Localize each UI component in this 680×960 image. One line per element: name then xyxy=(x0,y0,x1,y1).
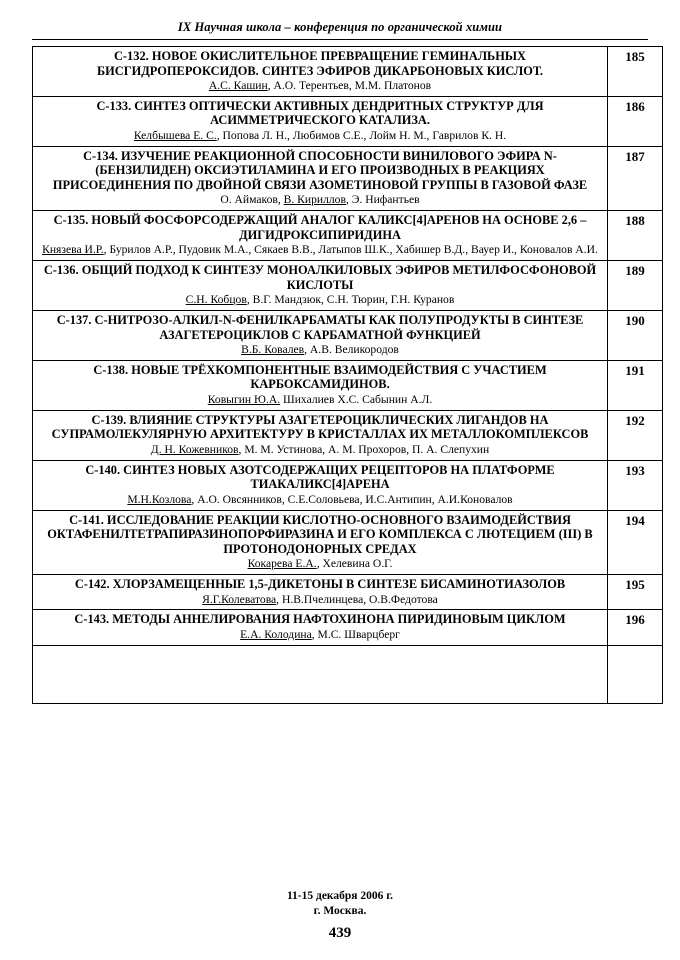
entry-cell xyxy=(33,460,608,510)
entry-title: C-133. СИНТЕЗ ОПТИЧЕСКИ АКТИВНЫХ ДЕНДРИТНЫХ СТРУКТУР ДЛЯ АСИММЕТРИЧЕСКОГО КАТАЛИЗА. xyxy=(96,98,544,128)
entry-author-primary: А.С. Кашин xyxy=(208,79,268,92)
entry-author-primary: Д. Н. Кожевников xyxy=(150,442,239,456)
table-row xyxy=(33,47,663,97)
footer-date: 11-15 декабря 2006 г. xyxy=(286,890,394,903)
table-row-empty xyxy=(33,645,663,703)
contents-table-body xyxy=(33,47,663,704)
entry-cell xyxy=(33,146,608,210)
table-row xyxy=(33,360,663,410)
entry-authors xyxy=(37,557,603,571)
table-row xyxy=(33,575,663,610)
entry-authors xyxy=(37,593,603,607)
entry-authors-rest: , Попова Л. Н., Любимов С.Е., Лойм Н. М., Гаврилов К. Н. xyxy=(216,128,507,142)
entry-author-primary: М.Н.Козлова xyxy=(127,492,192,506)
entry-page-number: 185 xyxy=(608,47,663,97)
entry-author-primary: Е.А. Колодина xyxy=(240,627,312,641)
entry-authors xyxy=(37,493,603,507)
entry-page-number: 189 xyxy=(608,261,663,311)
entry-authors-rest: , А.О. Овсянников, С.Е.Соловьева, И.С.Антипин, А.И.Коновалов xyxy=(191,492,513,506)
entry-authors xyxy=(37,443,603,457)
entry-authors xyxy=(37,243,603,257)
entry-author-primary: С.Н. Кобцов xyxy=(185,293,247,307)
table-row xyxy=(33,460,663,510)
entry-cell xyxy=(33,575,608,610)
table-row xyxy=(33,146,663,210)
entry-cell xyxy=(33,211,608,261)
entry-title: C-132. НОВОЕ ОКИСЛИТЕЛЬНОЕ ПРЕВРАЩЕНИЕ ГЕМИНАЛЬНЫХ БИСГИДРОПЕРОКСИДОВ. СИНТЕЗ ЭФИРОВ ДИКАРБОНОВЫХ КИСЛОТ. xyxy=(96,49,544,78)
entry-author-primary: Кокарева Е.А. xyxy=(247,557,317,571)
entry-page-number: 192 xyxy=(608,410,663,460)
entry-cell-empty xyxy=(33,645,608,703)
footer-city: г. Москва. xyxy=(313,904,367,917)
entry-authors-rest: , А.В. Великородов xyxy=(304,343,399,357)
entry-cell xyxy=(33,610,608,645)
table-row xyxy=(33,261,663,311)
entry-title: C-134. ИЗУЧЕНИЕ РЕАКЦИОННОЙ СПОСОБНОСТИ ВИНИЛОВОГО ЭФИРА N-(БЕНЗИЛИДЕН) ОКСИЭТИЛАМИНА И ЕГО ПРОИЗВОДНЫХ В РЕАКЦИЯХ ПРИСОЕДИНЕНИЯ ПО ДВОЙНОЙ СВЯЗИ АЗОМЕТИНОВОЙ ГРУППЫ В ГАЗОВОЙ ФАЗЕ xyxy=(52,148,588,192)
entry-page-number: 186 xyxy=(608,96,663,146)
entry-cell xyxy=(33,360,608,410)
entry-cell xyxy=(33,261,608,311)
entry-authors xyxy=(37,343,603,357)
entry-author-primary: В.Б. Ковалев xyxy=(241,343,305,357)
entry-authors-rest: , Бурилов А.Р., Пудовик М.А., Сякаев В.В., Латыпов Ш.К., Хабишер В.Д., Вауер И., Коновалов А.И. xyxy=(103,243,598,257)
table-row xyxy=(33,610,663,645)
entry-page-number: 191 xyxy=(608,360,663,410)
entry-authors-pre: О. Аймаков, xyxy=(220,193,284,207)
entry-cell xyxy=(33,510,608,574)
entry-title: C-142. ХЛОРЗАМЕЩЕННЫЕ 1,5-ДИКЕТОНЫ В СИНТЕЗЕ БИСАМИНОТИАЗОЛОВ xyxy=(74,577,566,592)
entry-page-number: 187 xyxy=(608,146,663,210)
table-row xyxy=(33,410,663,460)
entry-title: C-135. НОВЫЙ ФОСФОРСОДЕРЖАЩИЙ АНАЛОГ КАЛИКС[4]АРЕНОВ НА ОСНОВЕ 2,6 – ДИГИДРОКСИПИРИДИНА xyxy=(53,213,587,242)
entry-authors-rest: , А.О. Терентьев, М.М. Платонов xyxy=(267,79,432,92)
entry-author-primary: Келбышева Е. С. xyxy=(133,128,217,142)
entry-authors-rest: , Хелевина О.Г. xyxy=(316,557,393,571)
entry-cell xyxy=(33,311,608,361)
entry-authors xyxy=(37,293,603,307)
entry-authors xyxy=(37,628,603,642)
entry-authors xyxy=(37,193,603,207)
entry-authors-rest: , Э. Нифантьев xyxy=(345,193,420,207)
entry-page-number: 194 xyxy=(608,510,663,574)
entry-authors-rest: , М. М. Устинова, А. М. Прохоров, П. А. Слепухин xyxy=(238,442,490,456)
entry-authors xyxy=(37,393,603,407)
header-divider xyxy=(32,39,648,40)
entry-page-number: 195 xyxy=(608,575,663,610)
entry-author-primary: Я.Г.Колеватова xyxy=(202,592,277,606)
footer-page-number: 439 xyxy=(328,925,352,941)
entry-title: C-136. ОБЩИЙ ПОДХОД К СИНТЕЗУ МОНОАЛКИЛОВЫХ ЭФИРОВ МЕТИЛФОСФОНОВОЙ КИСЛОТЫ xyxy=(43,263,597,292)
entry-title: C-141. ИССЛЕДОВАНИЕ РЕАКЦИИ КИСЛОТНО-ОСНОВНОГО ВЗАИМОДЕЙСТВИЯ ОКТАФЕНИЛТЕТРАПИРАЗИНОПОРФИРАЗИНА И ЕГО КОМПЛЕКСА С ЛЮТЕЦИЕМ (III) В ПРОТОНОДОНОРНЫХ СРЕДАХ xyxy=(47,512,593,556)
table-row xyxy=(33,211,663,261)
entry-title: C-143. МЕТОДЫ АННЕЛИРОВАНИЯ НАФТОХИНОНА ПИРИДИНОВЫМ ЦИКЛОМ xyxy=(74,612,566,627)
entry-author-primary: Ковыгин Ю.А. xyxy=(207,392,281,406)
entry-author-primary: В. Кириллов xyxy=(283,193,346,207)
table-row xyxy=(33,311,663,361)
entry-title: C-138. НОВЫЕ ТРЁХКОМПОНЕНТНЫЕ ВЗАИМОДЕЙСТВИЯ С УЧАСТИЕМ КАРБОКСАМИДИНОВ. xyxy=(93,362,547,392)
entry-authors xyxy=(37,79,603,93)
entry-page-number: 188 xyxy=(608,211,663,261)
table-row xyxy=(33,96,663,146)
entry-author-primary: Князева И.Р. xyxy=(42,243,104,257)
entry-page-number-empty xyxy=(608,645,663,703)
entry-cell xyxy=(33,96,608,146)
entry-title: C-140. СИНТЕЗ НОВЫХ АЗОТСОДЕРЖАЩИХ РЕЦЕПТОРОВ НА ПЛАТФОРМЕ ТИАКАЛИКС[4]АРЕНА xyxy=(85,462,555,492)
entry-title: C-137. C-НИТРОЗО-АЛКИЛ-N-ФЕНИЛКАРБАМАТЫ КАК ПОЛУПРОДУКТЫ В СИНТЕЗЕ АЗАГЕТЕРОЦИКЛОВ С КАРБАМАТНОЙ ФУНКЦИЕЙ xyxy=(56,313,584,342)
entry-authors-rest: , М.С. Шварцберг xyxy=(311,627,400,641)
entry-authors-rest: Шихалиев Х.С. Сабынин А.Л. xyxy=(280,392,433,406)
entry-page-number: 193 xyxy=(608,460,663,510)
entry-authors xyxy=(37,129,603,143)
table-row xyxy=(33,510,663,574)
entry-page-number: 190 xyxy=(608,311,663,361)
page-footer xyxy=(0,889,680,942)
entry-page-number: 196 xyxy=(608,610,663,645)
entry-cell xyxy=(33,47,608,97)
entry-authors-rest: , Н.В.Пчелинцева, О.В.Федотова xyxy=(276,592,438,606)
entry-title: C-139. ВЛИЯНИЕ СТРУКТУРЫ АЗАГЕТЕРОЦИКЛИЧЕСКИХ ЛИГАНДОВ НА СУПРАМОЛЕКУЛЯРНУЮ АРХИТЕКТУРУ В КРИСТАЛЛАХ ИХ МЕТАЛЛОКОМПЛЕКСОВ xyxy=(51,412,589,442)
contents-table xyxy=(32,46,663,704)
entry-cell xyxy=(33,410,608,460)
running-header: IX Научная школа – конференция по органической химии xyxy=(177,20,503,34)
entry-authors-rest: , В.Г. Мандзюк, С.Н. Тюрин, Г.Н. Куранов xyxy=(246,293,455,307)
